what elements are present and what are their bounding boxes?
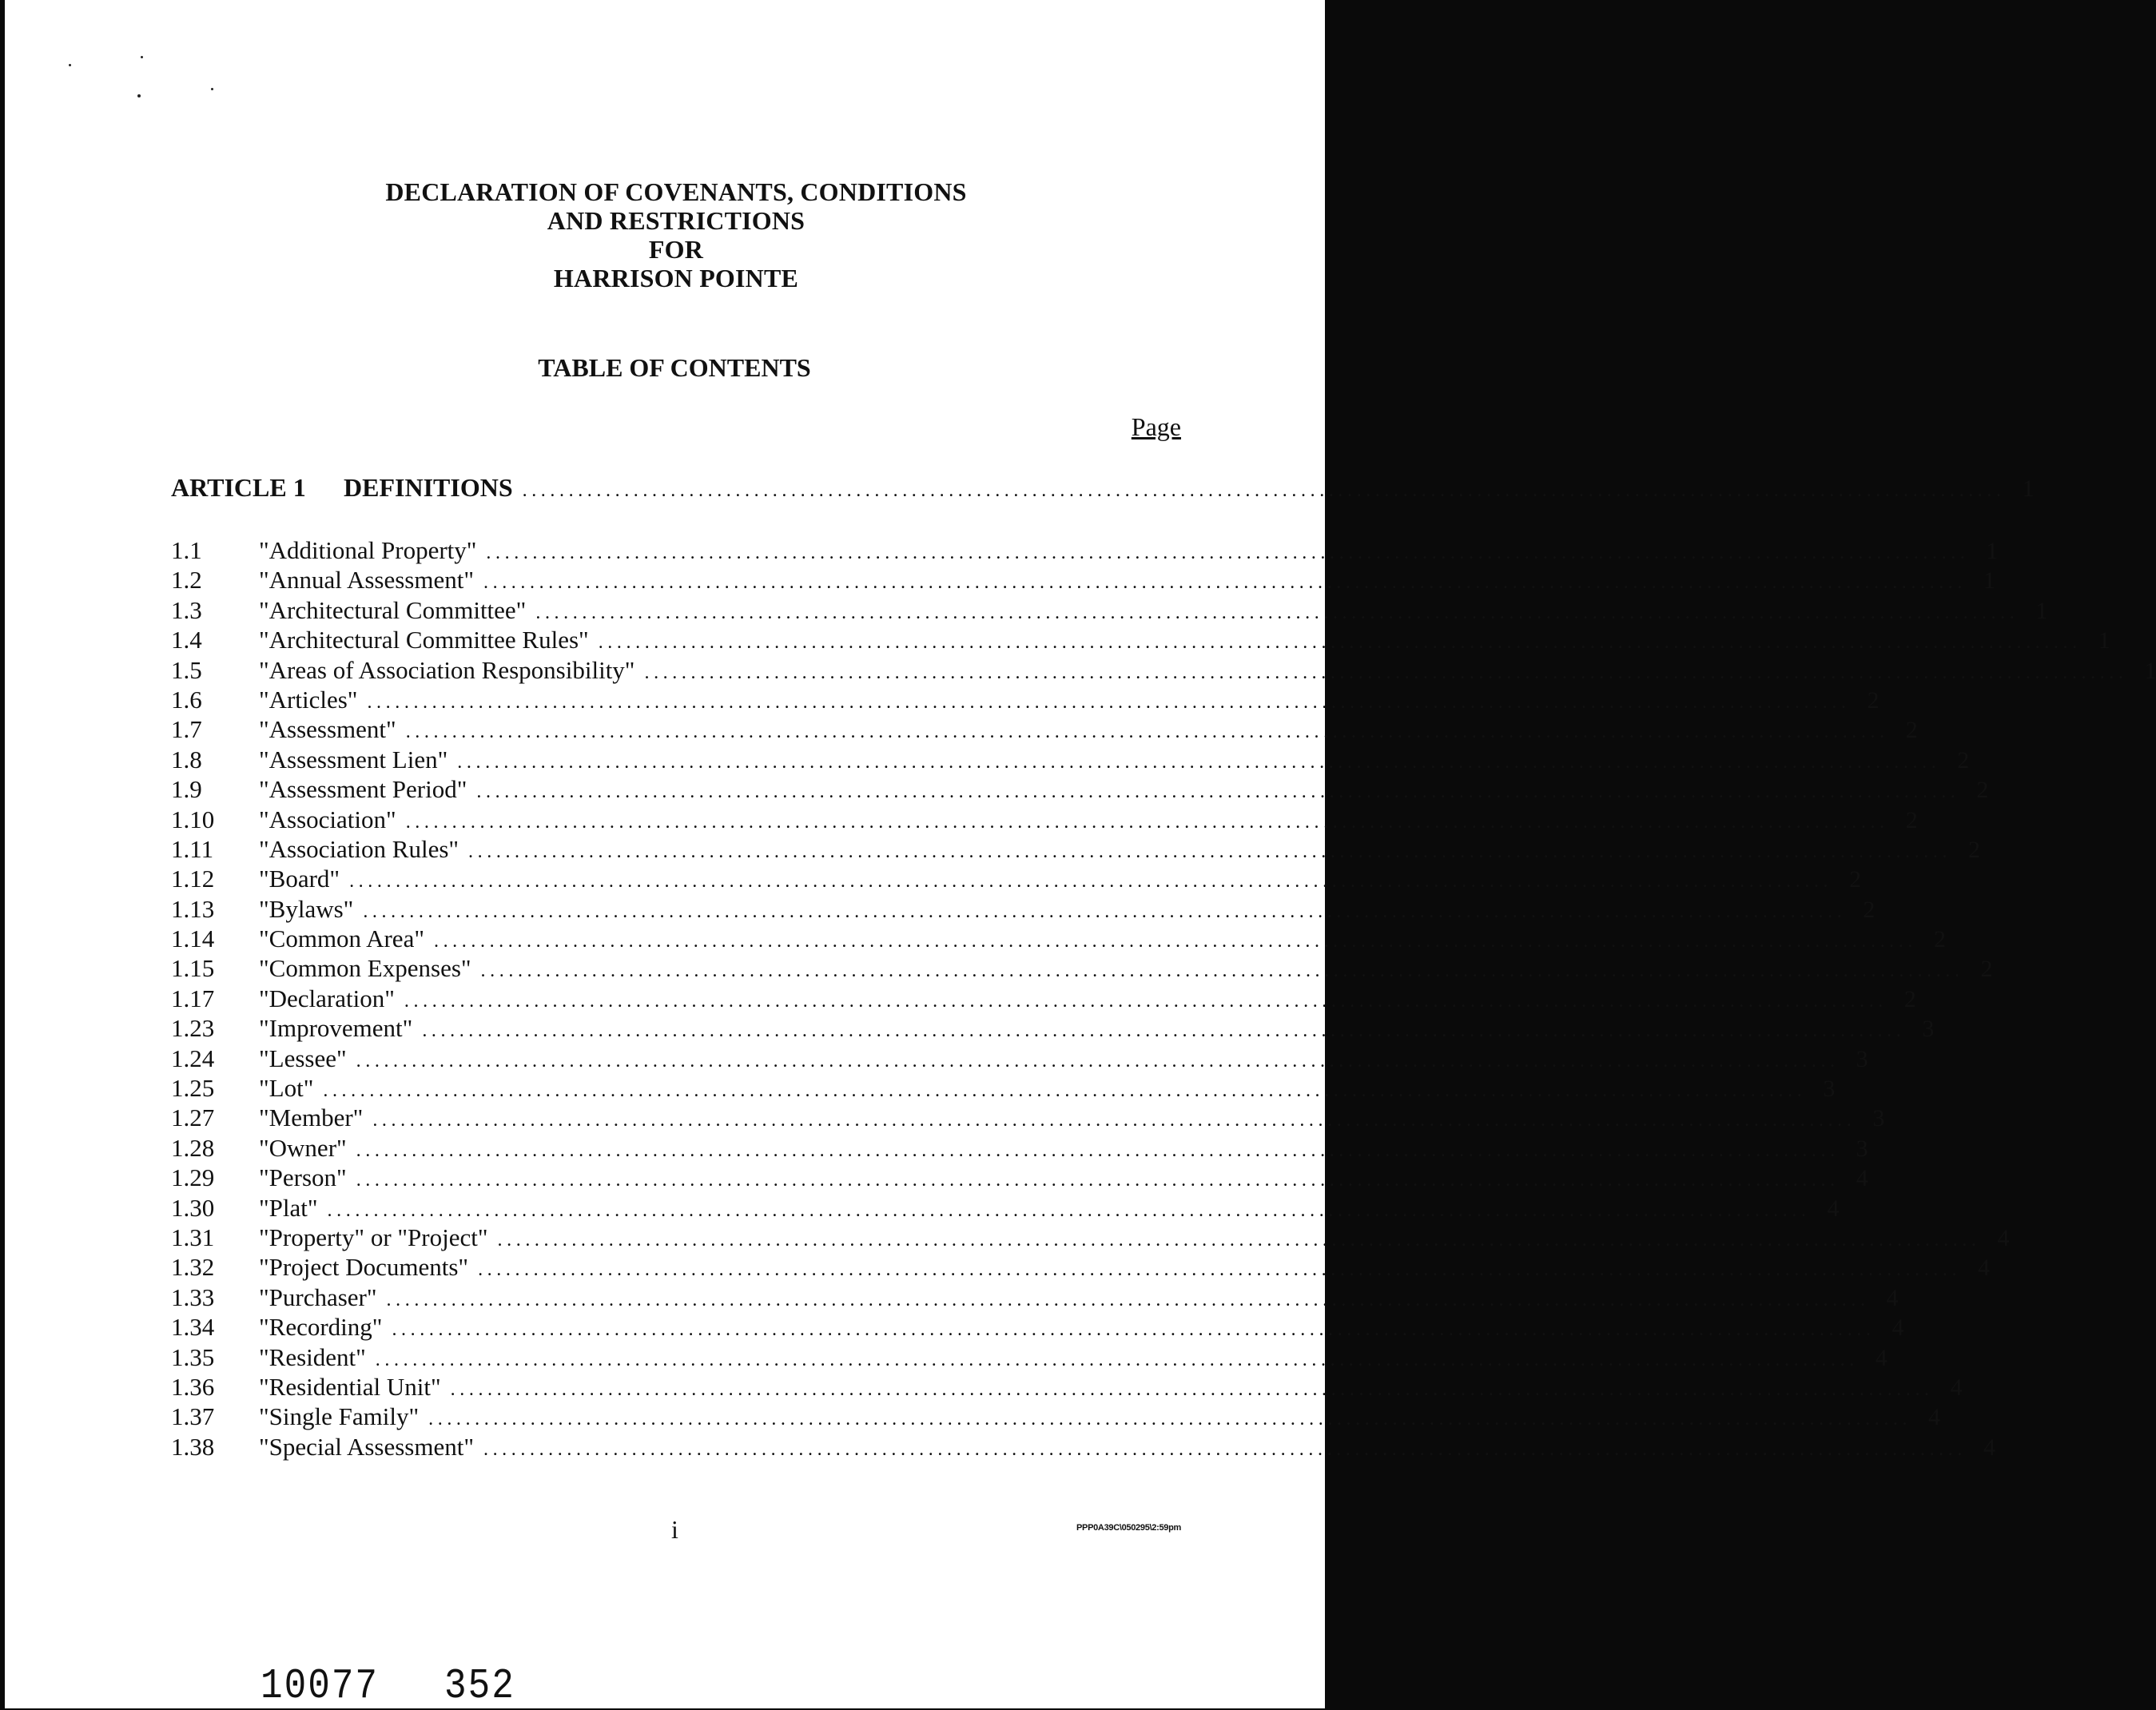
entry-title: "Assessment Lien" bbox=[259, 745, 448, 773]
document-title bbox=[0, 177, 1338, 292]
dot-leader: ................................................................................................................................................................ bbox=[598, 632, 2082, 654]
entry-title: "Member" bbox=[259, 1104, 364, 1132]
toc-heading: TABLE OF CONTENTS bbox=[538, 353, 811, 382]
toc-entry bbox=[171, 625, 2110, 654]
toc-entry bbox=[171, 1402, 1941, 1431]
dot-leader: ................................................................................................................................................................ bbox=[349, 871, 1833, 893]
entry-number: 1.23 bbox=[171, 1014, 215, 1043]
toc-entry bbox=[171, 535, 1999, 565]
entry-number: 1.29 bbox=[171, 1163, 215, 1192]
entry-page: 4 bbox=[1983, 1434, 1995, 1461]
entry-title: "Recording" bbox=[259, 1313, 383, 1342]
entry-title: "Owner" bbox=[259, 1133, 347, 1162]
entry-number: 1.32 bbox=[171, 1253, 215, 1282]
dot-leader: ................................................................................................................................................................ bbox=[323, 1080, 1807, 1102]
scan-speck bbox=[211, 88, 213, 90]
toc-entries bbox=[171, 535, 2156, 1461]
toc-entry bbox=[171, 834, 1981, 864]
dot-leader: ................................................................................................................................................................ bbox=[486, 543, 1970, 563]
toc-entry bbox=[171, 1103, 1885, 1132]
dot-leader: ................................................................................................................................................................ bbox=[405, 722, 1889, 743]
entry-page: 4 bbox=[1978, 1255, 1991, 1282]
dot-leader: ................................................................................................................................................................ bbox=[404, 990, 1887, 1012]
entry-number: 1.33 bbox=[171, 1282, 215, 1311]
entry-number: 1.6 bbox=[171, 685, 202, 714]
toc-entry bbox=[171, 1193, 1840, 1223]
dot-leader: ................................................................................................................................................................ bbox=[497, 1229, 1981, 1251]
entry-title: "Improvement" bbox=[259, 1014, 413, 1043]
entry-page: 2 bbox=[1849, 866, 1862, 893]
entry-page: 1 bbox=[1983, 567, 1995, 595]
entry-title: "Person" bbox=[259, 1163, 347, 1192]
entry-number: 1.5 bbox=[171, 655, 202, 684]
entry-number: 1.1 bbox=[171, 536, 202, 564]
dot-leader: ................................................................................................................................................................ bbox=[476, 781, 1960, 803]
entry-number: 1.12 bbox=[171, 865, 215, 893]
entry-title: "Assessment Period" bbox=[259, 775, 467, 804]
entry-title: "Association" bbox=[259, 805, 396, 833]
dot-leader: ................................................................................................................................................................ bbox=[363, 901, 1847, 922]
entry-page: 4 bbox=[1997, 1224, 2010, 1251]
entry-number: 1.24 bbox=[171, 1044, 215, 1072]
entry-number: 1.25 bbox=[171, 1074, 215, 1103]
article-page: 1 bbox=[2022, 475, 2035, 502]
entry-number: 1.38 bbox=[171, 1432, 215, 1461]
toc-entry bbox=[171, 1432, 1995, 1461]
entry-page: 3 bbox=[1856, 1135, 1868, 1162]
dot-leader: ................................................................................................................................................................ bbox=[356, 1139, 1840, 1161]
entry-page: 1 bbox=[2144, 657, 2156, 684]
entry-page: 4 bbox=[1891, 1314, 1904, 1342]
dot-leader: ................................................................................................................................................................ bbox=[367, 691, 1851, 713]
entry-title: "Lessee" bbox=[259, 1044, 347, 1072]
entry-page: 2 bbox=[1905, 717, 1918, 744]
entry-title: "Project Documents" bbox=[259, 1253, 469, 1282]
toc-entry bbox=[171, 805, 1918, 834]
toc-entry bbox=[171, 655, 2156, 685]
entry-title: "Annual Assessment" bbox=[259, 566, 474, 595]
dot-leader: ................................................................................................................................................................ bbox=[433, 931, 1917, 952]
entry-page: 1 bbox=[1986, 538, 1999, 564]
entry-page: 2 bbox=[1957, 746, 1970, 773]
dot-leader: ................................................................................................................................................................ bbox=[356, 1050, 1840, 1072]
entry-number: 1.7 bbox=[171, 715, 202, 744]
dot-leader: ................................................................................................................................................................ bbox=[428, 1409, 1912, 1430]
dot-leader: ................................................................................................................................................................ bbox=[483, 572, 1967, 594]
stamp-number-right: 352 bbox=[444, 1662, 515, 1710]
title-line: DECLARATION OF COVENANTS, CONDITIONS bbox=[385, 177, 967, 206]
entry-title: "Declaration" bbox=[259, 984, 395, 1012]
entry-number: 1.3 bbox=[171, 595, 202, 624]
entry-number: 1.11 bbox=[171, 834, 214, 863]
toc-entry bbox=[171, 864, 1862, 893]
toc-entry bbox=[171, 1163, 1868, 1192]
entry-title: "Assessment" bbox=[259, 715, 396, 744]
entry-title: "Special Assessment" bbox=[259, 1432, 474, 1461]
entry-number: 1.9 bbox=[171, 775, 202, 804]
entry-title: "Architectural Committee" bbox=[259, 595, 527, 624]
entry-page: 4 bbox=[1928, 1404, 1941, 1431]
entry-number: 1.17 bbox=[171, 984, 215, 1012]
dot-leader: ................................................................................................................................................................ bbox=[450, 1378, 1934, 1400]
entry-number: 1.30 bbox=[171, 1193, 215, 1222]
toc-entry bbox=[171, 565, 1995, 595]
entry-title: "Purchaser" bbox=[259, 1282, 377, 1311]
stamp-number-left: 10077 bbox=[261, 1662, 380, 1710]
toc-entry bbox=[171, 595, 2048, 625]
toc-entry bbox=[171, 1312, 1904, 1342]
dot-leader: ................................................................................................................................................................ bbox=[468, 841, 1952, 862]
entry-number: 1.37 bbox=[171, 1402, 215, 1431]
entry-title: "Single Family" bbox=[259, 1402, 420, 1431]
dot-leader: ................................................................................................................................................................ bbox=[522, 480, 2006, 501]
entry-page: 1 bbox=[2035, 597, 2048, 624]
entry-title: "Common Area" bbox=[259, 925, 424, 953]
entry-page: 2 bbox=[1933, 926, 1946, 953]
entry-title: "Plat" bbox=[259, 1193, 318, 1222]
dot-leader: ................................................................................................................................................................ bbox=[356, 1170, 1840, 1191]
entry-number: 1.10 bbox=[171, 805, 215, 833]
entry-title: "Property" or "Project" bbox=[259, 1223, 488, 1251]
entry-number: 1.13 bbox=[171, 894, 215, 923]
scan-speck bbox=[69, 64, 71, 66]
toc-entry bbox=[171, 714, 1918, 744]
entry-title: "Lot" bbox=[259, 1074, 314, 1103]
dot-leader: ................................................................................................................................................................ bbox=[478, 1259, 1962, 1281]
entry-page: 2 bbox=[1905, 806, 1918, 833]
page-column-label: Page bbox=[1131, 412, 1181, 441]
toc-entry bbox=[171, 1342, 1887, 1372]
dot-leader: ................................................................................................................................................................ bbox=[535, 602, 2019, 623]
entry-title: "Additional Property" bbox=[259, 536, 477, 564]
entry-title: "Bylaws" bbox=[259, 894, 354, 923]
entry-title: "Board" bbox=[259, 865, 340, 893]
title-line: FOR bbox=[648, 235, 704, 264]
dot-leader: ................................................................................................................................................................ bbox=[375, 1349, 1859, 1370]
toc-entry bbox=[171, 1133, 1868, 1163]
entry-page: 3 bbox=[1823, 1076, 1836, 1103]
entry-number: 1.2 bbox=[171, 566, 202, 595]
page-numeral: i bbox=[671, 1515, 678, 1544]
dot-leader: ................................................................................................................................................................ bbox=[405, 811, 1889, 833]
toc-entry bbox=[171, 984, 1916, 1013]
entry-page: 1 bbox=[2098, 627, 2110, 654]
entry-page: 2 bbox=[1976, 777, 1989, 804]
toc-entry bbox=[171, 953, 1993, 983]
entry-page: 4 bbox=[1886, 1284, 1899, 1311]
toc-entry bbox=[171, 774, 1989, 804]
toc-entry bbox=[171, 894, 1876, 924]
entry-title: "Residential Unit" bbox=[259, 1372, 441, 1401]
entry-page: 4 bbox=[1950, 1374, 1963, 1401]
dot-leader: ................................................................................................................................................................ bbox=[327, 1199, 1811, 1221]
entry-page: 2 bbox=[1903, 985, 1916, 1012]
dot-leader: ................................................................................................................................................................ bbox=[386, 1289, 1870, 1310]
dot-leader: ................................................................................................................................................................ bbox=[483, 1438, 1967, 1460]
entry-title: "Resident" bbox=[259, 1342, 366, 1371]
scan-speck bbox=[137, 94, 141, 97]
dot-leader: ................................................................................................................................................................ bbox=[372, 1110, 1856, 1131]
toc-entry bbox=[171, 1073, 1836, 1103]
dot-leader: ................................................................................................................................................................ bbox=[422, 1020, 1906, 1042]
toc-entry bbox=[171, 685, 1880, 714]
entry-page: 2 bbox=[1863, 896, 1876, 923]
entry-title: "Common Expenses" bbox=[259, 954, 471, 983]
entry-title: "Association Rules" bbox=[259, 834, 459, 863]
entry-page: 2 bbox=[1980, 956, 1993, 983]
toc-entry bbox=[171, 924, 1946, 953]
entry-number: 1.15 bbox=[171, 954, 215, 983]
entry-number: 1.8 bbox=[171, 745, 202, 773]
entry-title: "Areas of Association Responsibility" bbox=[259, 655, 635, 684]
toc-entry bbox=[171, 1372, 1963, 1402]
entry-number: 1.35 bbox=[171, 1342, 215, 1371]
entry-number: 1.14 bbox=[171, 925, 215, 953]
toc-entry bbox=[171, 1223, 2010, 1252]
entry-page: 4 bbox=[1827, 1195, 1840, 1222]
toc-entry bbox=[171, 1252, 1991, 1282]
entry-number: 1.27 bbox=[171, 1104, 215, 1132]
toc-entry bbox=[171, 1044, 1868, 1073]
title-line: HARRISON POINTE bbox=[553, 264, 799, 292]
dot-leader: ................................................................................................................................................................ bbox=[644, 662, 2128, 683]
article-number: ARTICLE 1 bbox=[171, 473, 306, 502]
entry-number: 1.31 bbox=[171, 1223, 215, 1251]
title-line: AND RESTRICTIONS bbox=[547, 206, 806, 235]
scan-speck bbox=[141, 56, 143, 58]
entry-number: 1.36 bbox=[171, 1372, 215, 1401]
entry-number: 1.34 bbox=[171, 1313, 215, 1342]
entry-number: 1.28 bbox=[171, 1133, 215, 1162]
entry-page: 3 bbox=[1922, 1016, 1935, 1043]
entry-page: 4 bbox=[1875, 1344, 1887, 1371]
toc-entry bbox=[171, 745, 1970, 774]
dot-leader: ................................................................................................................................................................ bbox=[457, 751, 1941, 773]
entry-page: 3 bbox=[1872, 1105, 1885, 1132]
article-title: DEFINITIONS bbox=[344, 473, 513, 502]
entry-number: 1.4 bbox=[171, 626, 202, 654]
entry-page: 3 bbox=[1856, 1045, 1868, 1072]
entry-page: 2 bbox=[1968, 836, 1981, 863]
toc-entry bbox=[171, 1013, 1935, 1043]
toc-entry bbox=[171, 1282, 1899, 1312]
toc-article-row bbox=[171, 473, 2035, 508]
dot-leader: ................................................................................................................................................................ bbox=[480, 960, 1964, 982]
entry-page: 4 bbox=[1856, 1165, 1868, 1192]
entry-page: 2 bbox=[1867, 686, 1880, 714]
dot-leader: ................................................................................................................................................................ bbox=[392, 1319, 1876, 1341]
entry-title: "Articles" bbox=[259, 685, 358, 714]
entry-title: "Architectural Committee Rules" bbox=[259, 626, 589, 654]
file-code: PPP0A39C\050295\2:59pm bbox=[1076, 1523, 1181, 1533]
